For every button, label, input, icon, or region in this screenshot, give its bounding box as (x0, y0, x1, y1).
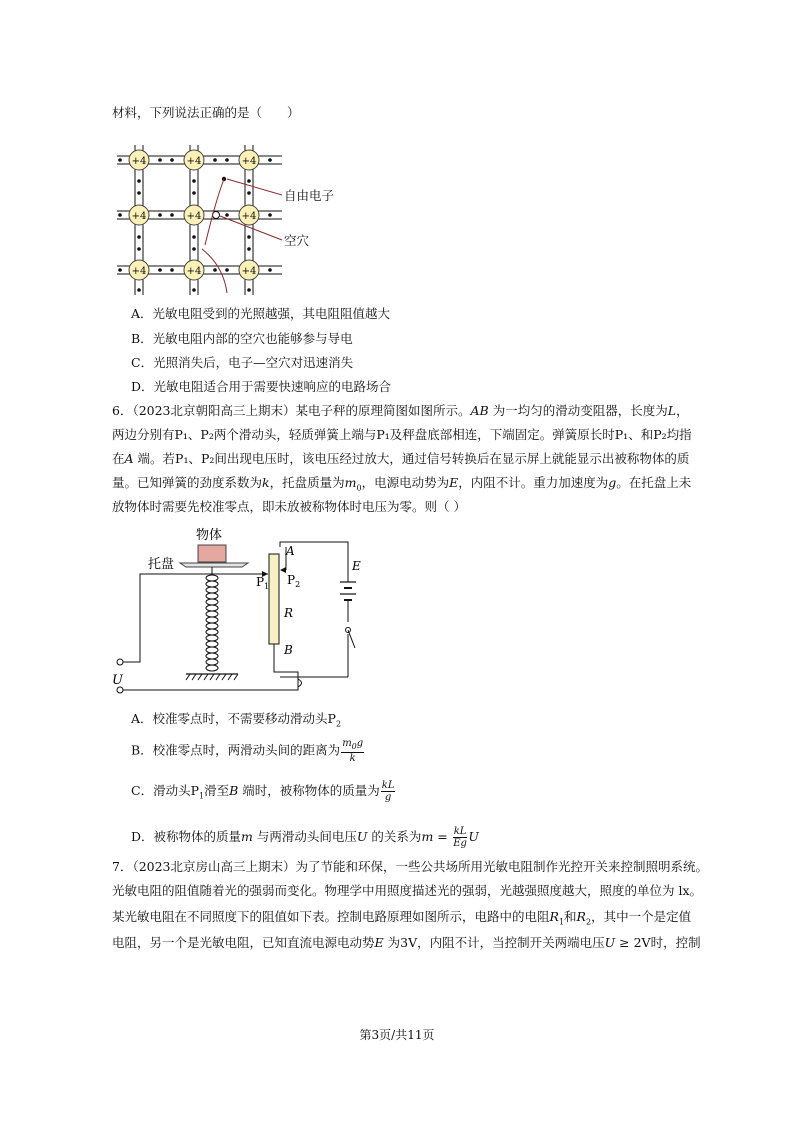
spring (206, 575, 218, 671)
q5-option-d: D．光敏电阻适合用于需要快速响应的电路场合 (131, 379, 392, 394)
q7-line-1: 7．（2023北京房山高三上期末）为了节能和环保，一些公共场所用光敏电阻制作光控开关来控制照明系统。 (112, 859, 709, 874)
terminal-top (117, 659, 123, 665)
atom-label: +4 (131, 156, 147, 167)
hole-label: 空穴 (284, 233, 310, 248)
q6-option-c: C．滑动头$P_1$滑至B 端时，被称物体的质量为 $\frac{kL}{g}$ (131, 780, 395, 803)
label-R: R (284, 606, 294, 620)
object-block (198, 545, 226, 562)
label-E: E (352, 559, 361, 573)
q5-option-a: A．光敏电阻受到的光照越强，其电阻阻值越大 (131, 306, 391, 321)
q6-line-4: 量。已知弹簧的劲度系数为k，托盘质量为$m_0$，电源电动势为E，内阻不计。重力加速度为g。在托盘上未 (112, 475, 692, 493)
slide-rheostat (269, 554, 279, 644)
tray (180, 563, 248, 567)
label-B: B (284, 643, 293, 657)
label-A: A (286, 544, 295, 558)
free-electron-label: 自由电子 (284, 188, 335, 203)
tray-label: 托盘 (148, 557, 175, 572)
q6-line-2: 两边分别有P₁、P₂两个滑动头，轻质弹簧上端与P₁及秤盘底部相连，下端固定。弹簧原长时P₁、和P₂均指 (112, 427, 692, 442)
atom-label: +4 (131, 211, 147, 222)
q6-line-3: 在A 端。若P₁、P₂间出现电压时，该电压经过放大，通过信号转换后在显示屏上就能显示出被称物体的质 (112, 451, 690, 466)
label-P2: $P_2$ (287, 573, 301, 589)
scale-circuit-diagram (110, 522, 370, 697)
q5-option-b: B．光敏电阻内部的空穴也能够参与导电 (131, 331, 353, 346)
q6-option-a: A．校准零点时，不需要移动滑动头$P_2$ (131, 711, 342, 729)
page-footer: 第3页/共11页 (359, 1028, 435, 1042)
atom-label: +4 (241, 266, 257, 277)
q6-line-5: 放物体时需要先校准零点，即未放被称物体时电压为零。则（ ） (112, 499, 466, 514)
atom-label: +4 (186, 266, 202, 277)
atom-label: +4 (131, 266, 147, 277)
q6-option-b: B．校准零点时，两滑动头间的距离为 $\frac{m_0g}{k}$ (131, 738, 364, 764)
label-P1: $P_1$ (256, 575, 270, 591)
atom-label: +4 (241, 211, 257, 222)
atom-label: +4 (186, 156, 202, 167)
lattice-figure (112, 145, 352, 300)
atom-label: +4 (241, 156, 257, 167)
q7-line-4: 电阻，另一个是光敏电阻，已知直流电源电动势E 为3V，内阻不计，当控制开关两端电压U ≥ 2V时，控制 (112, 935, 701, 950)
object-label: 物体 (196, 528, 223, 543)
q5-option-c: C．光照消失后，电子—空穴对迅速消失 (131, 355, 354, 370)
atom-label: +4 (186, 211, 202, 222)
label-U: U (112, 673, 123, 688)
q7-line-2: 光敏电阻的阻值随着光的强弱而变化。物理学中用照度描述光的强弱，光越强照度越大，照度的单位为 lx。 (112, 883, 703, 898)
q6-option-d: D．被称物体的质量m 与两滑动头间电压U 的关系为m = $\frac{kL}{Eg}$ U (131, 826, 479, 849)
q7-line-3: 某光敏电阻在不同照度下的阻值如下表。控制电路原理如图所示，电路中的电阻$R_1$和$R_2$，其中一个是定值 (112, 909, 692, 927)
q6-line-1: 6．（2023北京朝阳高三上期末）某电子秤的原理简图如图所示。AB 为一均匀的滑动变阻器，长度为L， (112, 403, 689, 418)
intro-line: 材料，下列说法正确的是（ ） (112, 105, 300, 120)
